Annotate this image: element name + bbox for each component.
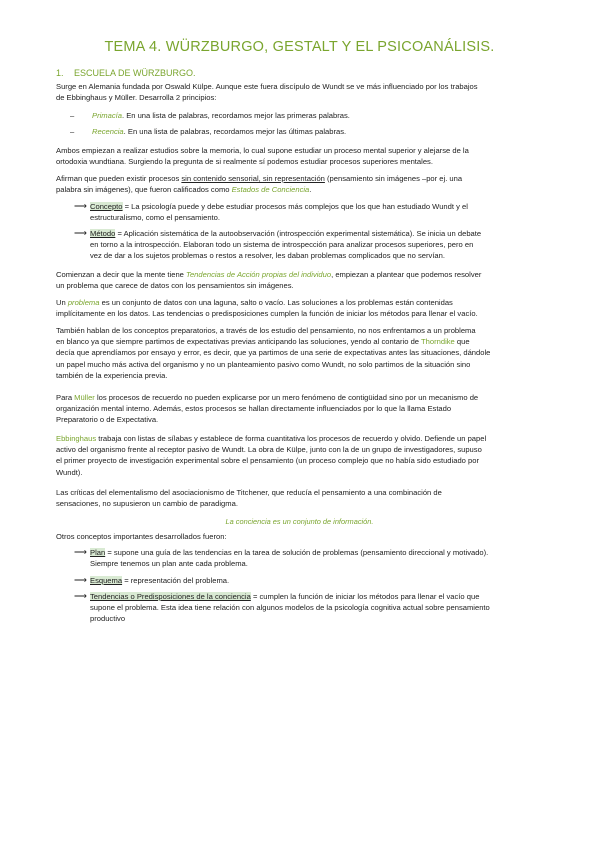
arrow-icon: ⟶ — [74, 547, 87, 557]
text-line: Preparatorio o de Expectativa. — [56, 415, 159, 425]
text-line: Wundt). — [56, 467, 83, 477]
text-line — [56, 392, 564, 403]
text-line: Ambos empiezan a realizar estudios sobre la memoria, lo cual supone estudiar un proceso mental superior y alejarse de la — [56, 146, 469, 155]
text-line: un problema que carece de datos con los pensamientos sin imágenes. — [56, 281, 294, 291]
text-span: = cumplen la función de iniciar los métodos para llenar el vacío que — [250, 592, 480, 601]
text-line: en torno a la introspección. Elaboran todo un sistema de introspección para analizar procesos superiores, pero en — [90, 240, 474, 250]
text-line — [56, 184, 564, 195]
text-line: activo del organismo frente al receptor pasivo de Wundt. La obra de Külpe, junto con la de un grupo de investigadores, supuso — [56, 445, 482, 455]
centered-note: La conciencia es un conjunto de información. — [225, 517, 374, 526]
arrow-icon: ⟶ — [74, 228, 87, 238]
highlight-term: problema — [67, 298, 100, 307]
text-line — [56, 173, 564, 184]
principle-term: Primacía — [92, 111, 122, 120]
text-line: También hablan de los conceptos preparatorios, a través de los estudio del pensamiento, no nos enfrentamos a un problema — [56, 326, 476, 335]
text-span: Comienzan a decir que la mente tiene — [56, 270, 187, 279]
text-line — [56, 297, 564, 308]
text-line — [56, 336, 564, 347]
text-span: Para — [56, 393, 75, 402]
paragraph-ebbinghaus — [56, 433, 564, 478]
text-span: en blanco ya que siempre partimos de expectativas previas anticipando las soluciones, yendo al contario de — [56, 337, 422, 347]
text-line: Las críticas del elementalismo del asociacionismo de Titchener, que reducía el pensamiento a una combinación de — [56, 488, 442, 497]
text-span: , empiezan a plantear que podemos resolver — [331, 270, 482, 279]
concept-term: Concepto — [90, 202, 123, 211]
highlight-term: Estados de Conciencia — [231, 185, 310, 195]
principle-text: . En una lista de palabras, recordamos mejor las últimas palabras. — [123, 127, 347, 136]
arrow-icon: ⟶ — [74, 201, 87, 211]
text-span: palabra sin imágenes), que fueron calificados como — [56, 185, 232, 195]
text-span: los procesos de recuerdo no pueden explicarse por un mero fenómeno de contigüidad sino por un mecanismo de — [94, 393, 479, 402]
highlight-term: Müller — [74, 393, 95, 402]
concept-term: Plan — [90, 548, 106, 557]
intro-line-2: de Ebbinghaus y Müller. Desarrolla 2 principios: — [56, 93, 217, 103]
text-line: supone el problema. Esta idea tiene relación con algunos modelos de la psicología cognitiva actual sobre pensamiento — [90, 603, 490, 613]
text-line: productivo — [90, 614, 126, 624]
text-line — [90, 591, 564, 602]
paragraph-criticas — [56, 487, 564, 509]
arrow-icon: ⟶ — [74, 575, 87, 585]
intro-line-1: Surge en Alemania fundada por Oswald Külpe. Aunque este fuera discípulo de Wundt se ve más influenciado por los trabajos — [56, 82, 478, 91]
section-title: ESCUELA DE WÜRZBURGO. — [74, 68, 196, 78]
paragraph-muller — [56, 392, 564, 426]
text-line: el primer proyecto de investigación experimental sobre el pensamiento (un proceso complejo que no había sido estudiado por — [56, 456, 479, 466]
text-line: implícitamente en los datos. Las tendencias o predisposiciones cumplen la función de iniciar los métodos para llenar el vacío. — [56, 309, 478, 319]
highlight-term: Tendencias de Acción propias del individuo — [186, 270, 332, 279]
text-line: un papel mucho más activa del organismo y no un planteamiento pasivo como Wundt, no solo partimos de la situación sino — [56, 359, 471, 369]
principle-text: . En una lista de palabras, recordamos mejor las primeras palabras. — [121, 111, 350, 120]
page-title: TEMA 4. WÜRZBURGO, GESTALT Y EL PSICOANÁLISIS. — [104, 39, 495, 55]
text-line: organización mental interno. Además, estos procesos se hallan directamente influenciados por lo que la llama Estado — [56, 404, 452, 414]
section-heading — [56, 68, 196, 79]
text-line — [90, 228, 564, 239]
section-number: 1. — [56, 68, 64, 78]
text-span: = La psicología puede y debe estudiar procesos más complejos que los que han estudiado Wundt y el — [122, 202, 468, 211]
text-line — [90, 575, 564, 586]
text-line: ortodoxia wundtiana. Surgiendo la pregunta de si realmente sí podemos estudiar procesos superiores mentales. — [56, 157, 433, 167]
concept-term: Tendencias o Predisposiciones de la conciencia — [90, 592, 251, 601]
text-line: sensaciones, no supusieron un cambio de paradigma. — [56, 499, 238, 509]
text-line: vez de dar a los sujetos problemas o restos a resolver, les daban problemas complicados que no servían. — [90, 251, 445, 261]
text-span: Afirman que pueden existir procesos — [56, 174, 182, 183]
highlight-term: Thorndike — [421, 337, 455, 347]
dash-bullet: – — [70, 127, 75, 136]
text-span: Un — [56, 298, 68, 307]
text-span: . — [309, 185, 312, 195]
dash-bullet: – — [70, 111, 75, 120]
paragraph-comienzan — [56, 269, 564, 291]
text-span: = Aplicación sistemática de la autoobservación (introspección experimental sistemática). Se inicia un debate — [115, 229, 482, 238]
text-line: estructuralismo, como el pensamiento. — [90, 213, 220, 223]
paragraph-afirman — [56, 173, 564, 195]
text-line: Siempre tenemos un plan ante cada problema. — [90, 559, 248, 569]
paragraph-ambos — [56, 145, 564, 167]
text-span: es un conjunto de datos con una laguna, salto o vacío. Las soluciones a los problemas están contenidas — [99, 298, 453, 307]
text-line — [56, 433, 564, 444]
text-line — [90, 201, 564, 212]
text-line — [90, 547, 564, 558]
text-span: = representación del problema. — [122, 576, 230, 585]
paragraph-tambien — [56, 325, 564, 381]
highlight-term: Ebbinghaus — [56, 434, 97, 443]
concept-term: Método — [90, 229, 116, 238]
principle-term: Recencia — [92, 127, 124, 136]
text-span: (pensamiento sin imágenes –por ej. una — [324, 174, 463, 183]
text-span: trabaja con listas de sílabas y establece de forma cuantitativa los procesos de recuerdo y olvido. Defiende un papel — [96, 434, 487, 443]
text-span: que — [454, 337, 470, 347]
underlined-text: sin contenido sensorial, sin representación — [181, 174, 325, 183]
text-span: = supone una guía de las tendencias en la tarea de solución de problemas (pensamiento direccional y motivado). — [105, 548, 489, 557]
text-line: decía que aprendíamos por ensayo y error, es decir, que ya partimos de una serie de expectativas antes las situaciones, dándole — [56, 348, 491, 358]
arrow-icon: ⟶ — [74, 591, 87, 601]
intro-paragraph — [56, 81, 564, 103]
text-line — [56, 269, 564, 280]
paragraph-problema — [56, 297, 564, 319]
text-line: también de la experiencia previa. — [56, 370, 168, 380]
concept-term: Esquema — [90, 576, 123, 585]
paragraph-otros: Otros conceptos importantes desarrollados fueron: — [56, 532, 227, 541]
